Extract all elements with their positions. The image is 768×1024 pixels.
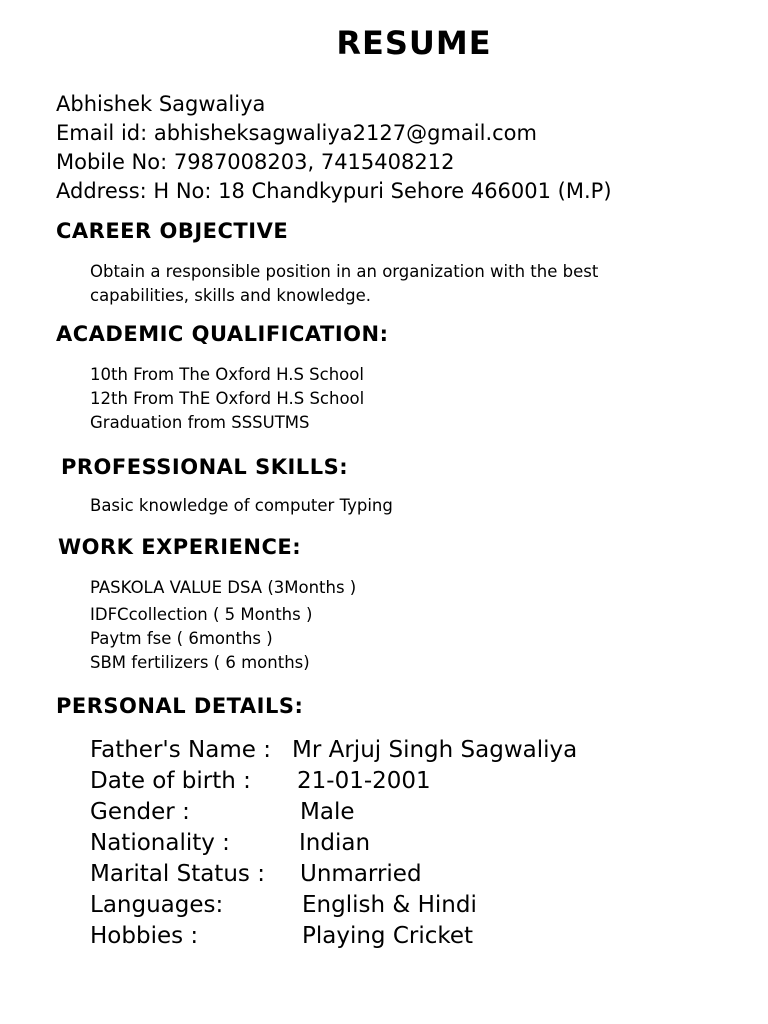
- contact-mobile: Mobile No: 7987008203, 7415408212: [56, 150, 455, 174]
- personal-label: Nationality :: [90, 830, 230, 856]
- career-line: capabilities, skills and knowledge.: [90, 286, 371, 305]
- list-item: SBM fertilizers ( 6 months): [90, 653, 310, 672]
- work-heading: WORK EXPERIENCE:: [58, 535, 302, 559]
- personal-value: Male: [300, 799, 355, 825]
- personal-row: [90, 923, 474, 949]
- list-item: IDFCcollection ( 5 Months ): [90, 605, 313, 624]
- skills-heading: PROFESSIONAL SKILLS:: [61, 455, 349, 479]
- list-item: Basic knowledge of computer Typing: [90, 496, 393, 515]
- career-line: Obtain a responsible position in an organization with the best: [90, 262, 599, 281]
- personal-value: Mr Arjuj Singh Sagwaliya: [292, 737, 578, 763]
- career-text: [90, 260, 598, 308]
- contact-name: Abhishek Sagwaliya: [56, 92, 266, 116]
- personal-value: Unmarried: [300, 861, 422, 887]
- academic-list: [90, 363, 364, 435]
- page-title: RESUME: [336, 24, 492, 62]
- personal-label: Date of birth :: [90, 768, 251, 794]
- personal-row: [90, 830, 371, 856]
- personal-label: Hobbies :: [90, 923, 199, 949]
- personal-row: [90, 861, 422, 887]
- personal-value: English & Hindi: [302, 892, 477, 918]
- personal-row: [90, 799, 355, 825]
- personal-row: [90, 892, 477, 918]
- personal-row: [90, 768, 431, 794]
- personal-value: Playing Cricket: [302, 923, 474, 949]
- contact-email: Email id: abhisheksagwaliya2127@gmail.com: [56, 121, 537, 145]
- personal-heading: PERSONAL DETAILS:: [56, 694, 304, 718]
- personal-row: [90, 737, 578, 763]
- personal-value: 21-01-2001: [297, 768, 431, 794]
- personal-label: Father's Name :: [90, 737, 271, 763]
- list-item: PASKOLA VALUE DSA (3Months ): [90, 578, 357, 597]
- contact-address: Address: H No: 18 Chandkypuri Sehore 466001 (M.P): [56, 179, 612, 203]
- personal-label: Gender :: [90, 799, 190, 825]
- career-heading: CAREER OBJECTIVE: [56, 219, 289, 243]
- personal-label: Languages:: [90, 892, 224, 918]
- work-list: [90, 576, 356, 675]
- personal-value: Indian: [299, 830, 371, 856]
- list-item: Paytm fse ( 6months ): [90, 629, 273, 648]
- list-item: Graduation from SSSUTMS: [90, 413, 310, 432]
- skills-list: [90, 494, 393, 518]
- list-item: 12th From ThE Oxford H.S School: [90, 389, 365, 408]
- contact-block: [56, 90, 612, 206]
- academic-heading: ACADEMIC QUALIFICATION:: [56, 322, 389, 346]
- list-item: 10th From The Oxford H.S School: [90, 365, 364, 384]
- personal-label: Marital Status :: [90, 861, 265, 887]
